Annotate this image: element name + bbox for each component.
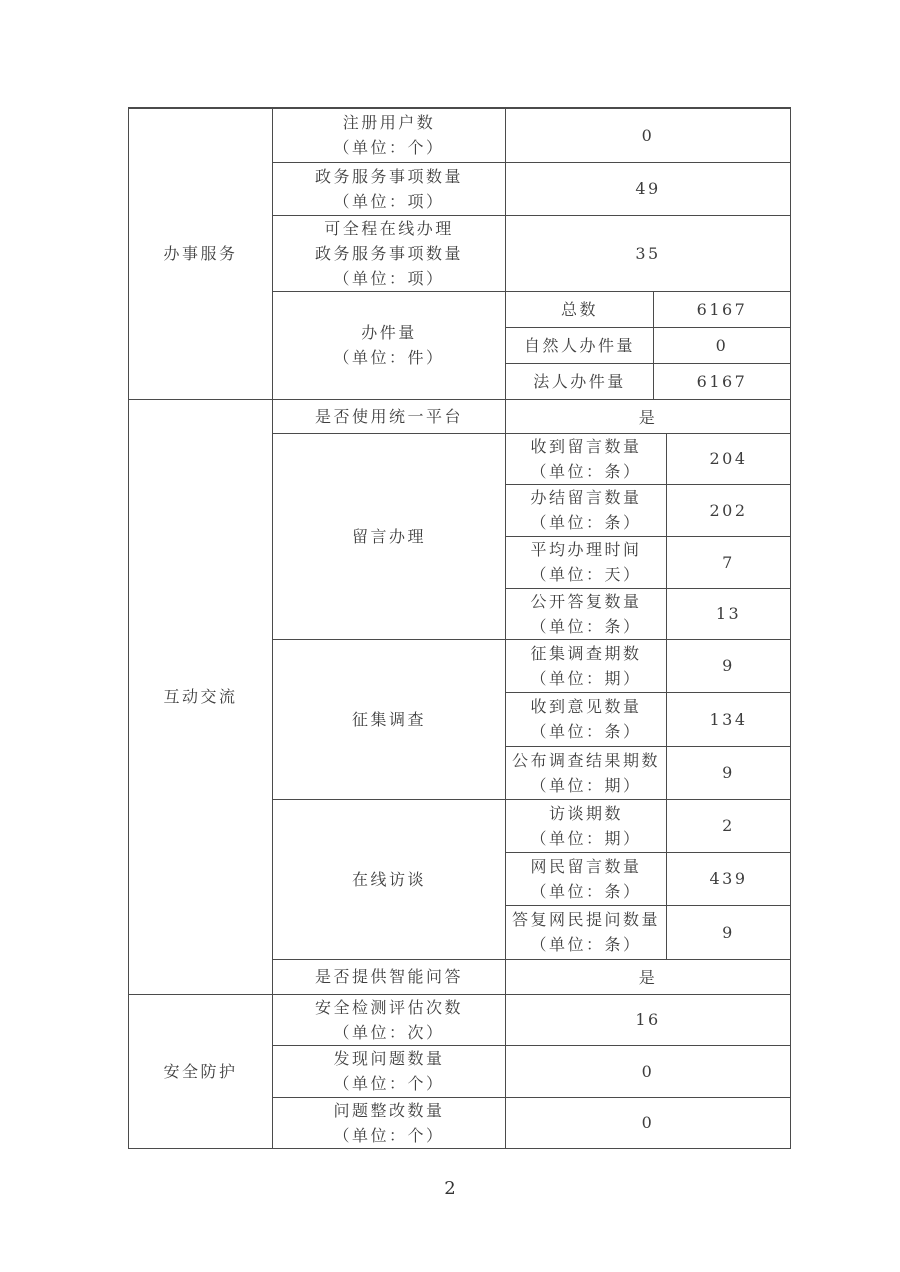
sublabel-average-handling-time [506,536,667,588]
sublabel-netizen-messages [506,852,667,905]
label-line: 办件量 [361,323,417,342]
unit-line: （单位：条） [530,881,642,901]
unit-line: （单位：条） [530,935,642,954]
label-line: 自然人办件量 [523,335,635,355]
value-netizen-messages: 439 [667,852,791,905]
value-problems-rectified: 0 [506,1097,791,1148]
sublabel-total-cases [506,291,654,327]
label-line: 是否提供智能问答 [314,967,463,986]
unit-line: （单位：个） [333,1125,445,1145]
label-line: 访谈期数 [548,803,623,823]
unit-line: （单位：条） [530,461,642,481]
label-line: 可全程在线办理 [324,218,454,238]
label-line: 注册用户数 [342,113,436,133]
value-interview-issues: 2 [667,799,791,852]
value-opinions-received: 134 [667,692,791,746]
unit-line: （单位：个） [333,1074,445,1093]
unit-line: （单位：件） [333,348,445,367]
label-line: 在线访谈 [351,869,426,889]
label-unified-platform [273,399,506,433]
sublabel-natural-person-cases [506,327,654,363]
label-smart-qa [273,959,506,994]
value-smart-qa: 是 [506,959,791,994]
sublabel-interview-issues [506,799,667,852]
value-security-assessments: 16 [506,994,791,1045]
label-line: 安全检测评估次数 [314,997,463,1017]
sublabel-results-published [506,746,667,799]
value-natural-person-cases: 0 [654,327,791,363]
value-legal-person-cases: 6167 [654,363,791,399]
label-line: 政务服务事项数量 [314,166,463,186]
label-line: 收到意见数量 [530,697,642,716]
unit-line: （单位：期） [530,668,642,688]
sublabel-survey-issues [506,639,667,692]
page-number: 2 [444,1178,456,1199]
label-line: 平均办理时间 [530,540,642,559]
unit-line: （单位：次） [333,1022,445,1042]
label-line: 留言办理 [351,526,426,546]
label-service-items [273,162,506,215]
table-row [129,994,791,1045]
sublabel-opinions-received [506,692,667,746]
label-zaixian-fangtan [273,799,506,959]
report-table [128,107,791,1149]
label-line: 收到留言数量 [530,436,642,456]
section-label-hudong-jiaoliu [129,399,273,994]
value-problems-found: 0 [506,1045,791,1097]
label-liuyan-banli [273,433,506,639]
label-line: 法人办件量 [533,371,626,391]
unit-line: （单位：天） [530,565,642,584]
sublabel-messages-received [506,433,667,484]
value-average-handling-time: 7 [667,536,791,588]
value-unified-platform: 是 [506,399,791,433]
value-public-replies: 13 [667,588,791,639]
label-line: 公开答复数量 [530,591,642,611]
label-line: 网民留言数量 [530,856,642,876]
table-row [129,399,791,433]
label-line: 是否使用统一平台 [314,406,463,426]
label-line: 总数 [560,299,598,319]
section-label-anquan-fanghu [129,994,273,1148]
label-online-service-items [273,215,506,291]
unit-line: （单位：个） [333,138,445,158]
sublabel-questions-answered [506,905,667,959]
label-problems-found [273,1045,506,1097]
value-messages-received: 204 [667,433,791,484]
unit-line: （单位：条） [530,722,642,741]
label-line: 答复网民提问数量 [511,910,660,929]
label-problems-rectified [273,1097,506,1148]
sublabel-public-replies [506,588,667,639]
label-line: 问题整改数量 [333,1100,445,1120]
label-line: 征集调查期数 [530,643,642,663]
table-row [129,108,791,162]
label-security-assessments [273,994,506,1045]
unit-line: （单位：项） [333,268,445,288]
section-name: 安全防护 [163,1061,238,1081]
label-line: 办结留言数量 [530,488,642,507]
value-total-cases: 6167 [654,291,791,327]
label-line: 发现问题数量 [333,1049,445,1068]
section-label-banshi-fuwu [129,108,273,399]
value-results-published: 9 [667,746,791,799]
label-zhengji-diaocha [273,639,506,799]
value-survey-issues: 9 [667,639,791,692]
label-line: 政务服务事项数量 [314,243,463,263]
unit-line: （单位：条） [530,616,642,636]
section-name: 互动交流 [163,687,238,706]
value-messages-resolved: 202 [667,484,791,536]
value-registered-users: 0 [506,108,791,162]
value-service-items: 49 [506,162,791,215]
value-online-service-items: 35 [506,215,791,291]
unit-line: （单位：期） [530,828,642,848]
label-registered-users [273,108,506,162]
unit-line: （单位：期） [530,775,642,795]
sublabel-messages-resolved [506,484,667,536]
label-line: 征集调查 [351,709,426,729]
sublabel-legal-person-cases [506,363,654,399]
label-banjianliang [273,291,506,399]
value-questions-answered: 9 [667,905,791,959]
label-line: 公布调查结果期数 [511,750,660,770]
unit-line: （单位：条） [530,513,642,532]
section-name: 办事服务 [163,244,238,264]
unit-line: （单位：项） [333,191,445,211]
